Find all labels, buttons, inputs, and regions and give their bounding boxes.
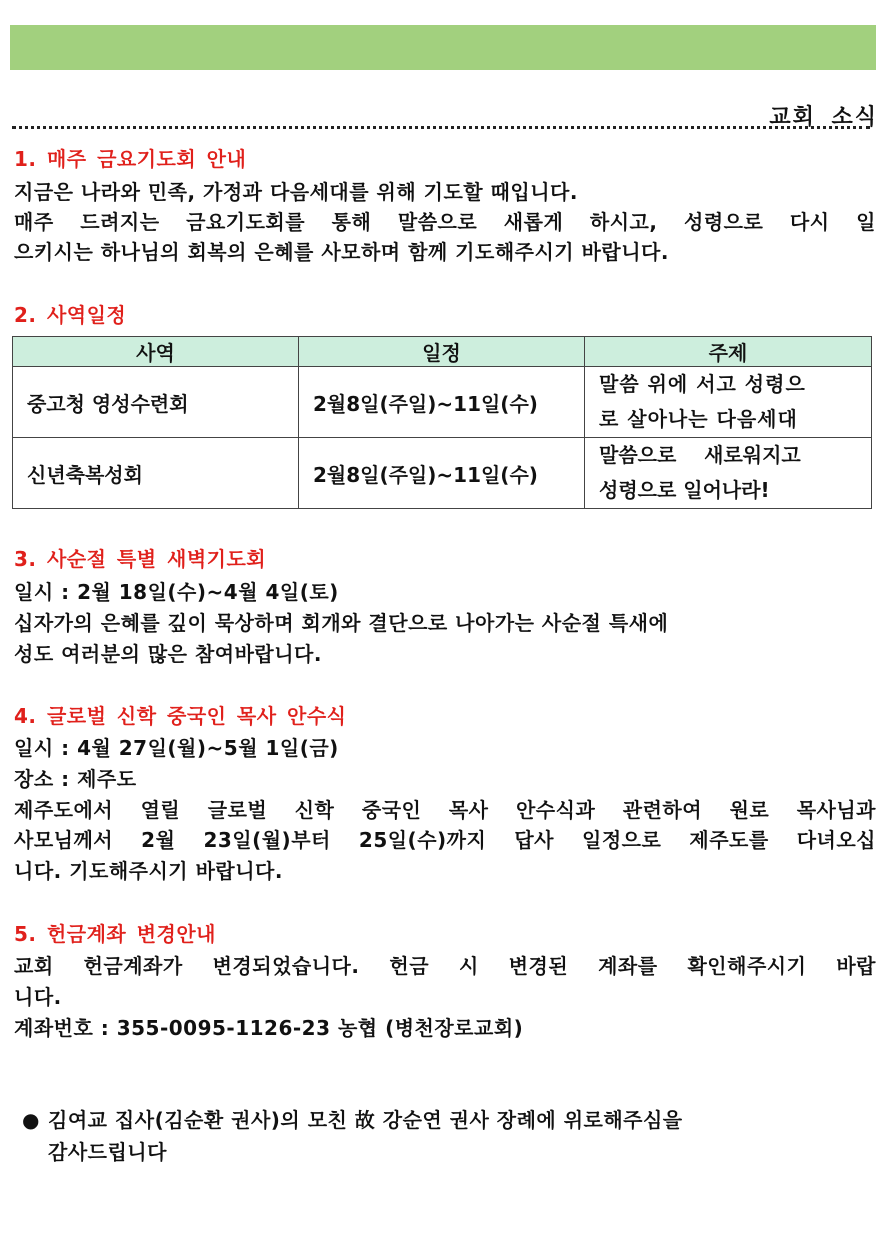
- section-5-line: 교회 헌금계좌가 변경되었습니다. 헌금 시 변경된 계좌를 확인해주시기 바랍: [14, 954, 876, 978]
- section-1-line: 매주 드려지는 금요기도회를 통해 말씀으로 새롭게 하시고, 성령으로 다시 일: [14, 210, 876, 234]
- section-1-line: 지금은 나라와 민족, 가정과 다음세대를 위해 기도할 때입니다.: [14, 180, 578, 204]
- condolence-notice: [22, 1104, 683, 1133]
- section-3-line: 십자가의 은혜를 깊이 묵상하며 회개와 결단으로 나아가는 사순절 특새에: [14, 611, 669, 635]
- page-title: 교회 소식: [769, 105, 878, 130]
- top-banner-bar: [10, 25, 876, 70]
- section-3-line: 일시 : 2월 18일(수)~4월 4일(토): [14, 580, 339, 604]
- theme-line: 말씀으로 새로워지고: [599, 443, 801, 467]
- table-header-row: [13, 337, 872, 367]
- section-3-title: 3. 사순절 특별 새벽기도회: [14, 547, 267, 571]
- section-1-title: 1. 매주 금요기도회 안내: [14, 147, 247, 171]
- theme-cell: [585, 367, 872, 438]
- theme-line: 말씀 위에 서고 성령으: [599, 372, 806, 396]
- ministry-cell: 신년축복성회: [13, 438, 299, 509]
- title-divider: [12, 126, 870, 129]
- table-header-cell: 주제: [585, 337, 872, 367]
- table-header-cell: 사역: [13, 337, 299, 367]
- theme-line: 성령으로 일어나라!: [599, 478, 770, 502]
- theme-cell: [585, 438, 872, 509]
- section-3-line: 성도 여러분의 많은 참여바랍니다.: [14, 642, 322, 666]
- theme-line: 로 살아나는 다음세대: [599, 407, 798, 431]
- date-cell: 2월8일(주일)~11일(수): [299, 367, 585, 438]
- date-cell: 2월8일(주일)~11일(수): [299, 438, 585, 509]
- section-1-line: 으키시는 하나님의 회복의 은혜를 사모하며 함께 기도해주시기 바랍니다.: [14, 240, 669, 264]
- section-5-line: 니다.: [14, 985, 62, 1009]
- section-4-line: 장소 : 제주도: [14, 767, 137, 791]
- bullet-icon: ●: [22, 1108, 40, 1132]
- section-4-line: 사모님께서 2월 23일(월)부터 25일(수)까지 답사 일정으로 제주도를 다녀오십: [14, 828, 876, 852]
- section-4-line: 니다. 기도해주시기 바랍니다.: [14, 859, 283, 883]
- notice-line: 김여교 집사(김순환 권사)의 모친 故 강순연 권사 장례에 위로해주심을: [48, 1108, 683, 1132]
- notice-line: 감사드립니다: [48, 1140, 167, 1164]
- section-4-title: 4. 글로벌 신학 중국인 목사 안수식: [14, 704, 347, 728]
- schedule-table: [12, 336, 872, 509]
- section-5-title: 5. 헌금계좌 변경안내: [14, 922, 216, 946]
- section-5-line: 계좌번호 : 355-0095-1126-23 농협 (병천장로교회): [14, 1016, 524, 1040]
- table-header-cell: 일정: [299, 337, 585, 367]
- section-4-line: 일시 : 4월 27일(월)~5월 1일(금): [14, 736, 339, 760]
- table-row: [13, 367, 872, 438]
- section-4-line: 제주도에서 열릴 글로벌 신학 중국인 목사 안수식과 관련하여 원로 목사님과: [14, 798, 876, 822]
- ministry-cell: 중고청 영성수련회: [13, 367, 299, 438]
- section-2-title: 2. 사역일정: [14, 303, 127, 327]
- table-row: [13, 438, 872, 509]
